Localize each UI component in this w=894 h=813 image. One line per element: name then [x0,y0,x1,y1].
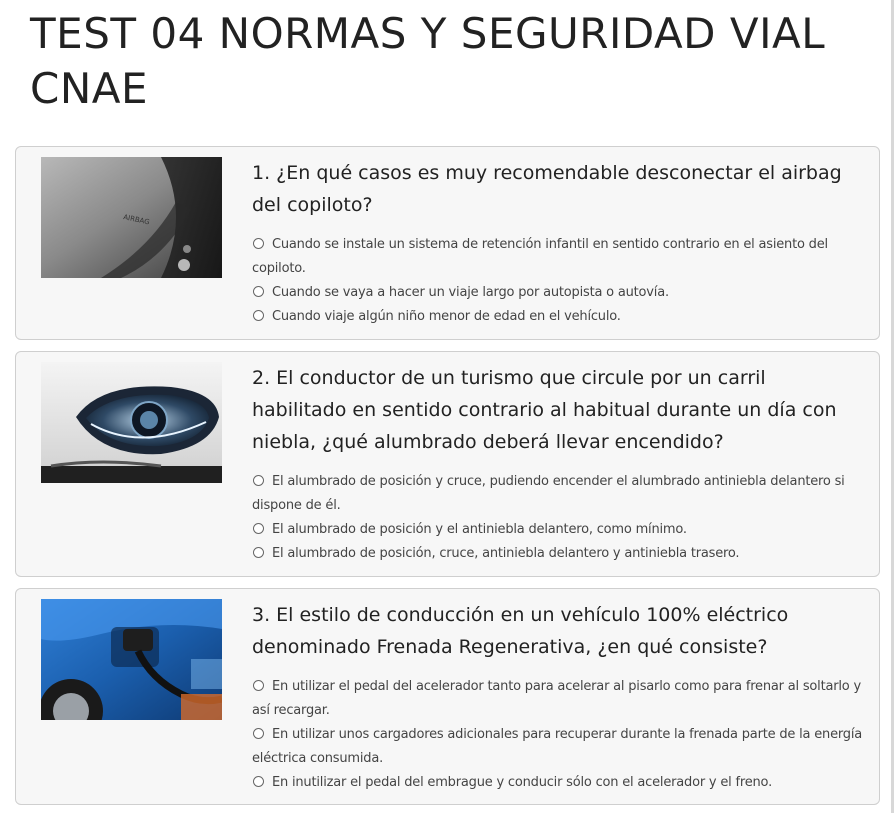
question-card-1 [15,146,880,340]
question-2-option-3[interactable] [252,542,864,566]
option-label: En inutilizar el pedal del embrague y conducir sólo con el acelerador y el freno. [272,775,773,790]
radio-button[interactable] [253,238,264,249]
question-3-body [252,599,864,795]
radio-button[interactable] [253,776,264,787]
question-1-option-2[interactable] [252,281,864,305]
question-2-image-headlight [41,362,222,483]
question-2-body [252,362,864,566]
radio-button[interactable] [253,286,264,297]
question-1-options [252,233,864,329]
radio-button[interactable] [253,523,264,534]
option-label: El alumbrado de posición, cruce, antiniebla delantero y antiniebla trasero. [272,546,740,561]
page-title: TEST 04 NORMAS Y SEGURIDAD VIAL CNAE [30,9,826,113]
option-label: Cuando viaje algún niño menor de edad en el vehículo. [272,309,621,324]
question-1-option-3[interactable] [252,305,864,329]
question-3-image-ev-charging [41,599,222,720]
question-3-text: 3. El estilo de conducción en un vehículo 100% eléctrico denominado Frenada Regenerativa, ¿en qué consiste? [252,604,789,658]
question-1-image-airbag [41,157,222,278]
radio-button[interactable] [253,310,264,321]
question-1-text: 1. ¿En qué casos es muy recomendable desconectar el airbag del copiloto? [252,162,842,216]
option-label: En utilizar el pedal del acelerador tanto para acelerar al pisarlo como para frenar al soltarlo y así recargar. [252,679,861,718]
option-label: En utilizar unos cargadores adicionales para recuperar durante la frenada parte de la energía eléctrica consumida. [252,727,863,766]
radio-button[interactable] [253,680,264,691]
question-2-text: 2. El conductor de un turismo que circule por un carril habilitado en sentido contrario al habitual durante un día con niebla, ¿qué alumbrado deberá llevar encendido? [252,367,837,453]
question-card-3 [15,588,880,805]
airbag-label: AIRBAG [122,213,151,227]
radio-button[interactable] [253,547,264,558]
option-label: El alumbrado de posición y cruce, pudiendo encender el alumbrado antiniebla delantero si dispone de él. [252,474,845,513]
question-3-option-1[interactable] [252,675,864,723]
question-card-2 [15,351,880,577]
question-2-options [252,470,864,566]
question-3-option-2[interactable] [252,723,864,771]
question-2-option-1[interactable] [252,470,864,518]
question-2-option-2[interactable] [252,518,864,542]
radio-button[interactable] [253,475,264,486]
option-label: El alumbrado de posición y el antiniebla delantero, como mínimo. [272,522,687,537]
question-3-options [252,675,864,795]
option-label: Cuando se instale un sistema de retención infantil en sentido contrario en el asiento del copiloto. [252,237,828,276]
question-1-body [252,157,864,329]
question-3-option-3[interactable] [252,771,864,795]
option-label: Cuando se vaya a hacer un viaje largo por autopista o autovía. [272,285,669,300]
radio-button[interactable] [253,728,264,739]
question-1-option-1[interactable] [252,233,864,281]
